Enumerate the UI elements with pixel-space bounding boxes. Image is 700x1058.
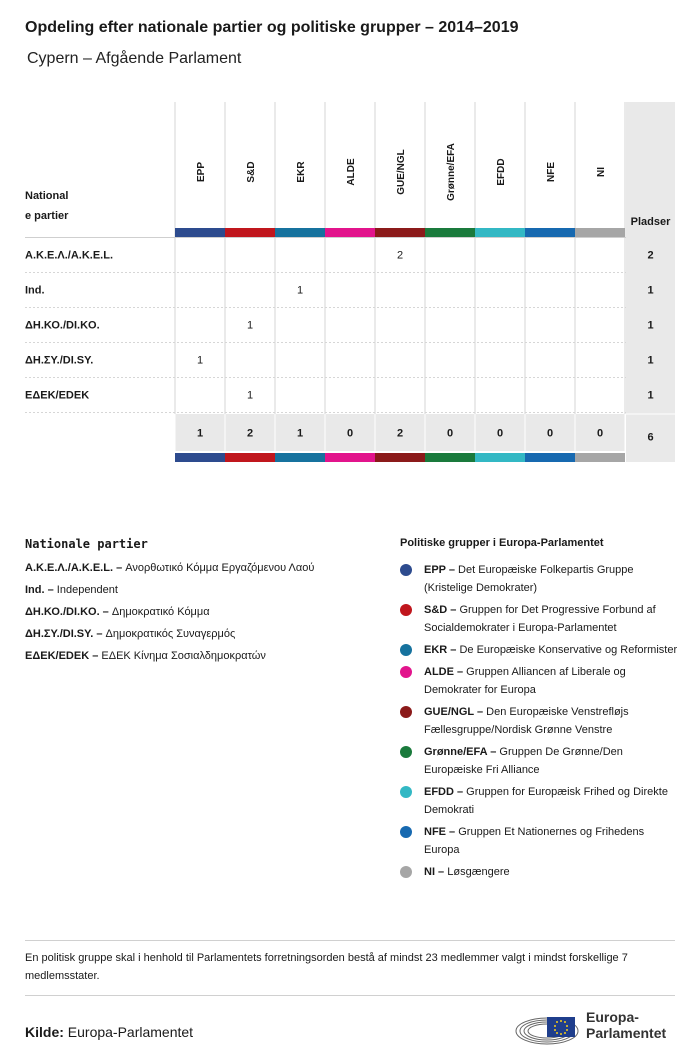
column-color-bar-bottom	[475, 453, 525, 462]
legend-national-name: ΕΔΕΚ Κίνημα Σοσιαλδημοκρατών	[98, 650, 266, 662]
europarl-hemicycle-icon	[514, 1001, 580, 1045]
legend-group-abbr: NFE –	[424, 826, 456, 838]
column-color-bar	[175, 228, 225, 237]
legend-dot-icon	[400, 564, 412, 576]
legend-group-name: Gruppen for Det Progressive Forbund af Socialdemokrater i Europa-Parlamentet	[424, 604, 656, 634]
column-color-bar	[225, 228, 275, 237]
legend-group-name: Gruppen De Grønne/Den Europæiske Fri Alliance	[424, 746, 623, 776]
legend-national-item	[25, 649, 385, 663]
row-seats-value: 2	[647, 249, 654, 262]
column-color-bar	[575, 228, 625, 237]
legend-group-abbr: Grønne/EFA –	[424, 746, 497, 758]
page-subtitle: Cypern – Afgående Parlament	[27, 50, 242, 67]
legend-dot-icon	[400, 826, 412, 838]
legend-group-item	[400, 703, 680, 739]
legend-group-abbr: EFDD –	[424, 786, 464, 798]
row-party-label: ΔΗ.ΚΟ./DI.KO.	[25, 319, 100, 332]
legend-group-item	[400, 641, 680, 659]
total-seats-value: 6	[647, 431, 654, 444]
legend-national-name: Ανορθωτικό Κόμμα Εργαζόμενου Λαού	[122, 562, 315, 574]
column-color-bar-bottom	[275, 453, 325, 462]
legend-dot-icon	[400, 866, 412, 878]
total-value: 2	[396, 427, 404, 440]
legend-group-abbr: GUE/NGL –	[424, 706, 484, 718]
legend-national-abbr: ΔΗ.ΚΟ./DI.KO. –	[25, 606, 109, 618]
legend-national-name: Δημοκρατικός Συναγερμός	[102, 628, 236, 640]
row-header-label: e partier	[25, 210, 69, 222]
total-value: 0	[496, 427, 504, 440]
legend-group-item	[400, 561, 680, 597]
row-party-label: Ind.	[25, 284, 45, 297]
total-value: 1	[196, 427, 204, 440]
legend-group-name: Gruppen for Europæisk Frihed og Direkte Demokrati	[424, 786, 668, 816]
legend-group-abbr: S&D –	[424, 604, 457, 616]
legend-national-name: Δημοκρατικό Κόμμα	[108, 606, 210, 618]
legend-group-item	[400, 863, 680, 881]
column-color-bar-bottom	[175, 453, 225, 462]
legend-national-abbr: Α.Κ.Ε.Λ./A.K.E.L. –	[25, 562, 123, 574]
source-value: Europa-Parlamentet	[67, 1024, 194, 1040]
legend-dot-icon	[400, 786, 412, 798]
column-header-ni: NI	[596, 167, 607, 177]
legend-dot-icon	[400, 666, 412, 678]
row-header-label: National	[25, 190, 69, 202]
legend-dot-icon	[400, 604, 412, 616]
column-color-bar-bottom	[225, 453, 275, 462]
legend-group-item	[400, 663, 680, 699]
legend-national-item	[25, 627, 385, 641]
legend-group-name: Gruppen Alliancen af Liberale og Demokrater for Europa	[424, 666, 626, 696]
total-value: 0	[346, 427, 354, 440]
legend-group-abbr: EPP –	[424, 564, 455, 576]
legend-dot-icon	[400, 746, 412, 758]
legend-national-abbr: Ind. –	[25, 584, 54, 596]
legend-political-groups	[400, 537, 680, 885]
source-label: Kilde:	[25, 1024, 64, 1040]
row-seats-value: 1	[647, 319, 654, 332]
legend-group-item	[400, 783, 680, 819]
column-header-alde: ALDE	[346, 158, 357, 186]
cell-value: 1	[246, 319, 254, 332]
column-color-bar	[325, 228, 375, 237]
legend-groups-list	[400, 561, 680, 881]
europarl-logo	[514, 1001, 684, 1045]
column-color-bar-bottom	[375, 453, 425, 462]
legend-national-abbr: ΕΔΕΚ/EDEK –	[25, 650, 99, 662]
legend-national-parties	[25, 537, 385, 671]
legend-group-name: Det Europæiske Folkepartis Gruppe (Kristelige Demokrater)	[424, 564, 634, 594]
legend-national-abbr: ΔΗ.ΣΥ./DI.SY. –	[25, 628, 103, 640]
total-value: 1	[296, 427, 304, 440]
seat-table	[0, 0, 700, 470]
legend-group-name: Den Europæiske Venstrefløjs Fællesgruppe/Nordisk Grønne Venstre	[424, 706, 629, 736]
column-color-bar-bottom	[525, 453, 575, 462]
cell-value: 1	[246, 389, 254, 402]
legend-group-name: Gruppen Et Nationernes og Frihedens Europa	[424, 826, 645, 856]
column-color-bar-bottom	[325, 453, 375, 462]
legend-group-item	[400, 601, 680, 637]
legend-national-heading: Nationale partier	[25, 537, 148, 551]
legend-national-name: Independent	[53, 584, 118, 596]
cell-value: 2	[396, 249, 404, 262]
source-line	[25, 1024, 193, 1040]
legend-national-item	[25, 583, 385, 597]
legend-national-item	[25, 561, 385, 575]
legend-dot-icon	[400, 644, 412, 656]
row-party-label: Α.Κ.Ε.Λ./A.K.E.L.	[25, 249, 114, 262]
legend-group-abbr: EKR –	[424, 644, 457, 656]
logo-line-1: Europa-	[586, 1009, 639, 1025]
column-header-epp: EPP	[196, 161, 207, 183]
legend-national-list	[25, 561, 385, 663]
total-value: 0	[596, 427, 604, 440]
column-header-efdd: EFDD	[496, 158, 507, 186]
legend-group-abbr: NI –	[424, 866, 445, 878]
row-party-label: ΕΔΕΚ/EDEK	[25, 389, 90, 402]
row-seats-value: 1	[647, 284, 654, 297]
row-seats-value: 1	[647, 354, 654, 367]
cell-value: 1	[296, 284, 304, 297]
column-header-guengl: GUE/NGL	[396, 149, 407, 195]
column-color-bar	[375, 228, 425, 237]
cell-value: 1	[196, 354, 204, 367]
column-header-nfe: NFE	[546, 162, 557, 182]
seat-table-svg	[0, 0, 700, 470]
seats-column-bg	[626, 102, 675, 462]
row-party-label: ΔΗ.ΣΥ./DI.SY.	[25, 354, 94, 367]
europarl-logo-text	[586, 1009, 666, 1041]
legend-group-name: De Europæiske Konservative og Reformister	[456, 644, 678, 656]
column-color-bar	[425, 228, 475, 237]
legend-group-name: Løsgængere	[444, 866, 510, 878]
column-header-ekr: EKR	[296, 161, 307, 183]
legend-national-item	[25, 605, 385, 619]
seats-header: Pladser	[630, 216, 671, 228]
column-header-grnneefa: Grønne/EFA	[446, 143, 457, 201]
legend-group-item	[400, 743, 680, 779]
column-color-bar	[525, 228, 575, 237]
total-value: 2	[246, 427, 254, 440]
column-color-bar	[475, 228, 525, 237]
logo-line-2: Parlamentet	[586, 1025, 667, 1041]
column-color-bar-bottom	[575, 453, 625, 462]
legend-groups-heading: Politiske grupper i Europa-Parlamentet	[400, 537, 604, 549]
column-color-bar-bottom	[425, 453, 475, 462]
column-header-sd: S&D	[246, 161, 257, 183]
total-value: 0	[546, 427, 554, 440]
column-color-bar	[275, 228, 325, 237]
page-title: Opdeling efter nationale partier og politiske grupper – 2014–2019	[25, 19, 519, 36]
total-value: 0	[446, 427, 454, 440]
legend-group-abbr: ALDE –	[424, 666, 464, 678]
legend-dot-icon	[400, 706, 412, 718]
legend-group-item	[400, 823, 680, 859]
footnote: En politisk gruppe skal i henhold til Parlamentets forretningsorden bestå af mindst 23 medlemmer valgt i mindst forskellige 7 medlemsstater.	[25, 940, 675, 996]
row-seats-value: 1	[647, 389, 654, 402]
